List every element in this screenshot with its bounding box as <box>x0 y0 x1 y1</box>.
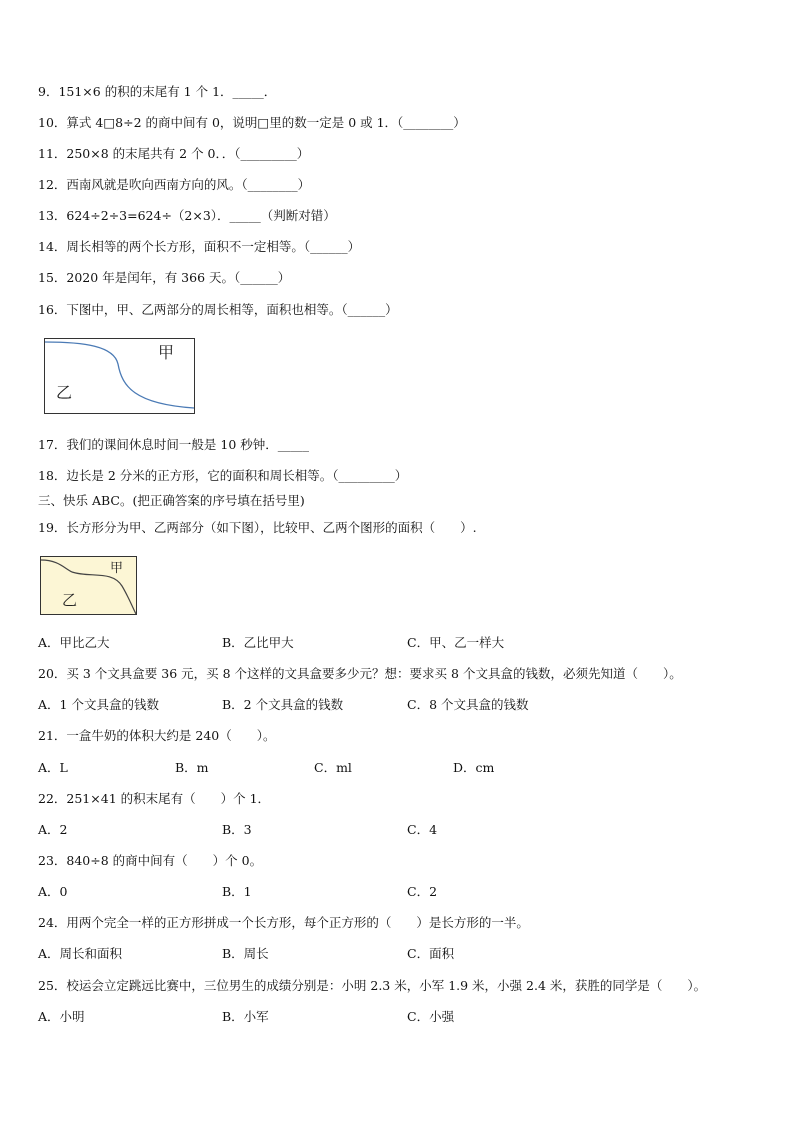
q24-option-a: A．周长和面积 <box>38 946 123 961</box>
question-19: 19．长方形分为甲、乙两部分（如下图），比较甲、乙两个图形的面积（ ）. <box>38 520 477 535</box>
figure-19-label-yi: 乙 <box>62 591 78 609</box>
q21-option-b: B．m <box>175 760 209 775</box>
q20-option-c: C．8 个文具盒的钱数 <box>407 697 529 712</box>
q22-option-b: B．3 <box>222 822 252 837</box>
question-13: 13．624÷2÷3=624÷（2×3）．_____（判断对错） <box>38 208 336 223</box>
q19-option-a: A．甲比乙大 <box>38 635 110 650</box>
question-25: 25．校运会立定跳远比赛中，三位男生的成绩分别是：小明 2.3 米，小军 1.9 米，小强 2.4 米，获胜的同学是（ ）。 <box>38 978 707 993</box>
q25-option-c: C．小强 <box>407 1009 455 1024</box>
q19-option-c: C．甲、乙一样大 <box>407 635 505 650</box>
q24-option-b: B．周长 <box>222 946 269 961</box>
q21-option-d: D．cm <box>453 760 495 775</box>
q22-option-a: A．2 <box>38 822 68 837</box>
section-3-heading: 三、快乐 ABC。(把正确答案的序号填在括号里) <box>38 493 305 508</box>
q20-option-a: A．1 个文具盒的钱数 <box>38 697 159 712</box>
q23-option-b: B．1 <box>222 884 252 899</box>
question-12: 12．西南风就是吹向西南方向的风。（________） <box>38 177 311 192</box>
question-23: 23．840÷8 的商中间有（ ）个 0。 <box>38 853 263 868</box>
question-18: 18．边长是 2 分米的正方形，它的面积和周长相等。（_________） <box>38 468 408 483</box>
question-9: 9．151×6 的积的末尾有 1 个 1．_____． <box>38 84 277 99</box>
question-21: 21．一盒牛奶的体积大约是 240（ ）。 <box>38 728 276 743</box>
question-10: 10．算式 4□8÷2 的商中间有 0，说明□里的数一定是 0 或 1．（________） <box>38 115 466 130</box>
q21-option-c: C．ml <box>314 760 352 775</box>
figure-16 <box>44 338 196 415</box>
figure-16-label-jia: 甲 <box>158 343 175 362</box>
q19-option-b: B．乙比甲大 <box>222 635 294 650</box>
question-11: 11．250×8 的末尾共有 2 个 0．．（_________） <box>38 146 310 161</box>
question-22: 22．251×41 的积末尾有（ ）个 1． <box>38 791 271 806</box>
question-16: 16．下图中，甲、乙两部分的周长相等，面积也相等。（______） <box>38 302 398 317</box>
q21-option-a: A．L <box>38 760 68 775</box>
q25-option-a: A．小明 <box>38 1009 85 1024</box>
q24-option-c: C．面积 <box>407 946 455 961</box>
question-17: 17．我们的课间休息时间一般是 10 秒钟．_____ <box>38 437 310 452</box>
q23-option-c: C．2 <box>407 884 438 899</box>
question-15: 15．2020 年是闰年，有 366 天。（______） <box>38 270 291 285</box>
question-14: 14．周长相等的两个长方形，面积不一定相等。（______） <box>38 239 361 254</box>
q22-option-c: C．4 <box>407 822 438 837</box>
figure-19-label-jia: 甲 <box>110 561 124 576</box>
question-20: 20．买 3 个文具盒要 36 元，买 8 个这样的文具盒要多少元？想：要求买 8 个文具盒的钱数，必须先知道（ ）。 <box>38 666 682 681</box>
question-24: 24．用两个完全一样的正方形拼成一个长方形，每个正方形的（ ）是长方形的一半。 <box>38 915 529 930</box>
q25-option-b: B．小军 <box>222 1009 269 1024</box>
q23-option-a: A．0 <box>38 884 68 899</box>
figure-16-label-yi: 乙 <box>56 383 73 402</box>
figure-19 <box>40 556 138 616</box>
q20-option-b: B．2 个文具盒的钱数 <box>222 697 344 712</box>
